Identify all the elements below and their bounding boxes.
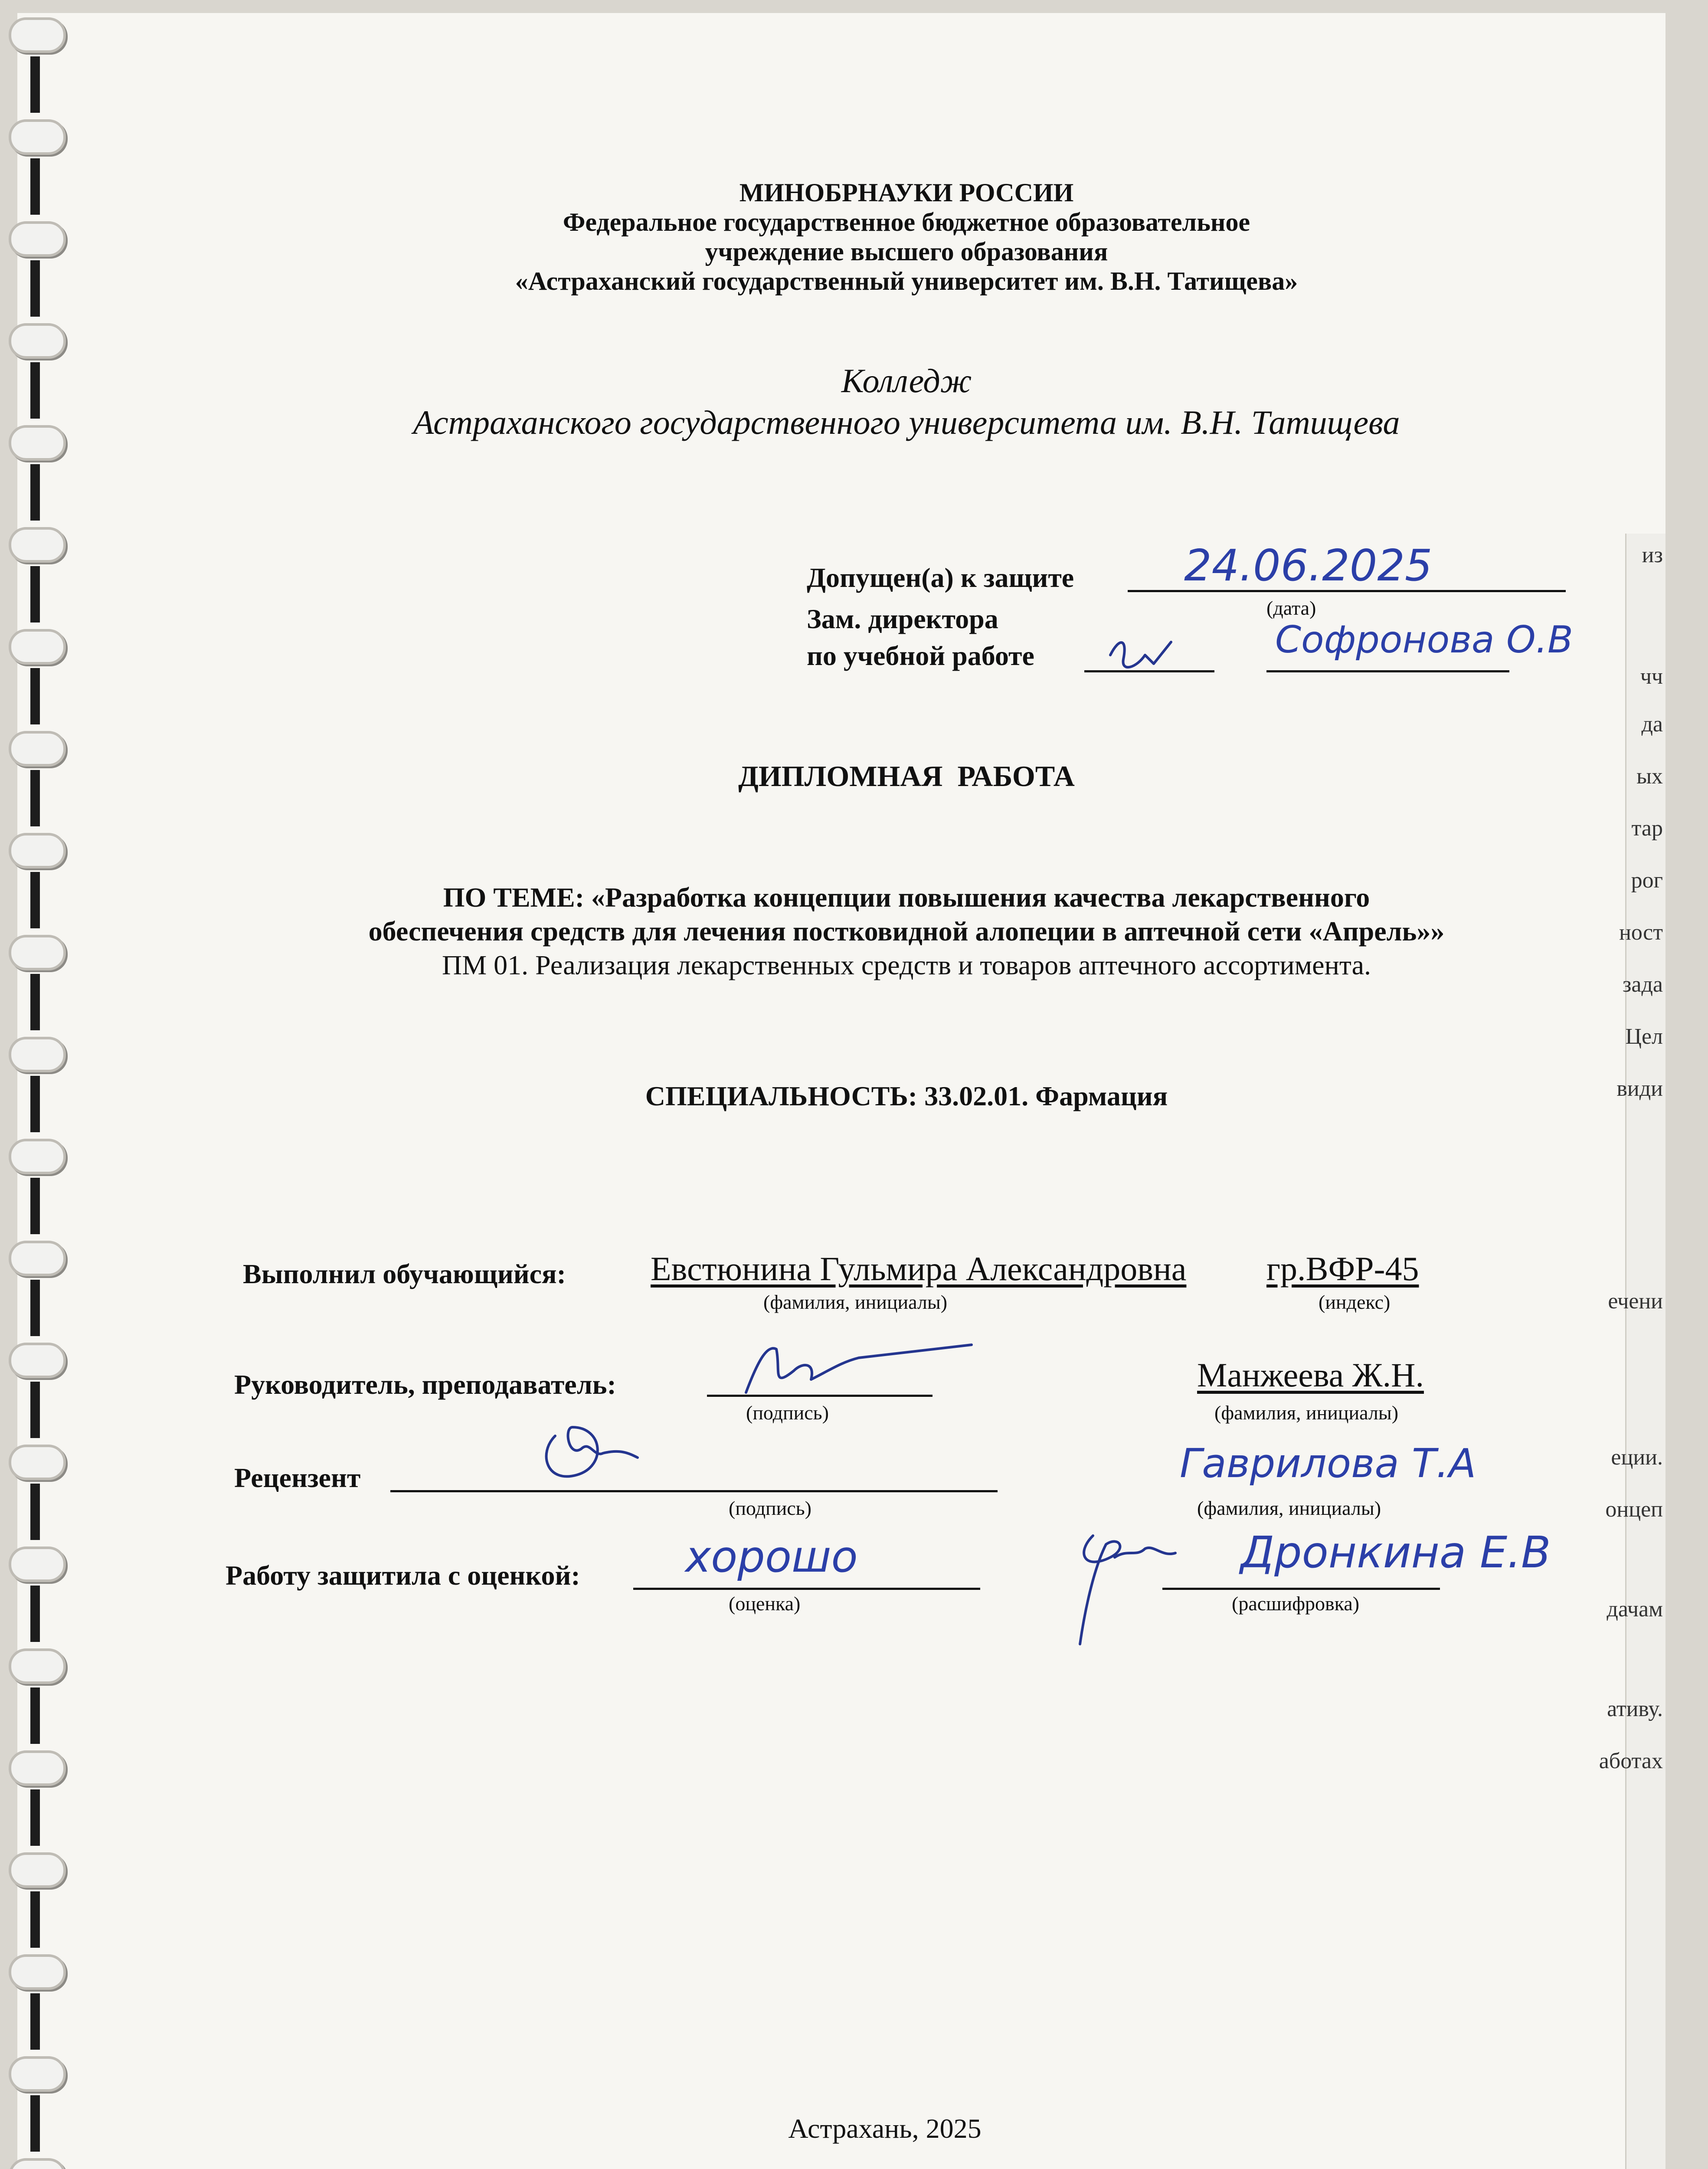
next-page-fragment: види: [1616, 1076, 1663, 1101]
binding-hole: [30, 464, 40, 521]
header-line-3: учреждение высшего образования: [705, 237, 1108, 266]
admitted-date-handwritten: 24.06.2025: [1184, 540, 1433, 591]
supervisor-signature: [729, 1332, 1006, 1401]
binding-ring: [9, 2056, 66, 2092]
next-page-fragment: зада: [1622, 972, 1663, 997]
binding-hole: [30, 566, 40, 623]
binding-hole: [30, 872, 40, 928]
next-page-fragment: дачам: [1607, 1597, 1663, 1622]
binding-ring: [9, 1139, 66, 1174]
grade-line: [633, 1588, 980, 1590]
reviewer-signature-line: [390, 1490, 998, 1492]
next-page-fragment: ативу.: [1607, 1697, 1663, 1721]
place-year: Астрахань, 2025: [788, 2113, 982, 2144]
binding-ring: [9, 629, 66, 665]
grade-label: Работу защитила с оценкой:: [226, 1560, 580, 1591]
student-name: Евстюнина Гульмира Александровна: [651, 1250, 1187, 1288]
binding-ring: [9, 221, 66, 257]
header-line-4: «Астраханский государственный университет им. В.Н. Татищева»: [515, 267, 1298, 295]
binding-hole: [30, 56, 40, 113]
supervisor-signature-caption: (подпись): [746, 1402, 829, 1424]
binding-hole: [30, 1993, 40, 2050]
binding-ring: [9, 1241, 66, 1276]
binding-ring: [9, 2158, 66, 2169]
header-line-1: МИНОБРНАУКИ РОССИИ: [739, 178, 1074, 207]
supervisor-name-caption: (фамилия, инициалы): [1214, 1402, 1399, 1424]
topic-line-2: обеспечения средств для лечения постковидной алопеции в аптечной сети «Апрель»»: [368, 916, 1445, 947]
reviewer-name-handwritten: Гаврилова Т.А: [1180, 1440, 1476, 1487]
binding-hole: [30, 1586, 40, 1642]
student-label: Выполнил обучающийся:: [243, 1258, 566, 1289]
binding-ring: [9, 119, 66, 155]
student-name-caption: (фамилия, инициалы): [763, 1291, 948, 1313]
binding-ring: [9, 1343, 66, 1378]
student-group-caption: (индекс): [1319, 1291, 1391, 1313]
binding-hole: [30, 158, 40, 215]
binding-ring: [9, 323, 66, 359]
next-page-fragment: Цел: [1625, 1024, 1663, 1049]
next-page-fragment: да: [1641, 712, 1663, 737]
binding-ring: [9, 1546, 66, 1582]
deputy-signature: [1102, 629, 1188, 681]
binding-ring: [9, 833, 66, 868]
next-page-fragment: онцеп: [1605, 1497, 1663, 1522]
binding-ring: [9, 1648, 66, 1684]
admitted-label: Допущен(а) к защите: [807, 562, 1074, 593]
date-caption: (дата): [1266, 597, 1316, 619]
supervisor-label: Руководитель, преподаватель:: [234, 1369, 616, 1400]
binding-ring: [9, 1954, 66, 1990]
topic-line-3: ПМ 01. Реализация лекарственных средств и товаров аптечного ассортимента.: [442, 950, 1371, 980]
binding-hole: [30, 1687, 40, 1744]
college-name: [278, 360, 1535, 443]
next-page-fragment: ых: [1636, 764, 1663, 789]
reviewer-signature: [529, 1410, 642, 1488]
binding-ring: [9, 425, 66, 461]
spiral-binding: [0, 0, 87, 2169]
binding-ring: [9, 1445, 66, 1480]
student-group: гр.ВФР-45: [1266, 1250, 1419, 1288]
binding-ring: [9, 935, 66, 970]
grade-caption: (оценка): [729, 1592, 801, 1615]
college-line-1: Колледж: [841, 362, 972, 400]
next-page-fragment: рог: [1631, 868, 1663, 893]
binding-hole: [30, 260, 40, 317]
binding-hole: [30, 1178, 40, 1234]
topic-block: [191, 881, 1622, 982]
reviewer-name-caption: (фамилия, инициалы): [1197, 1497, 1381, 1519]
binding-hole: [30, 1076, 40, 1132]
topic-line-1: ПО ТЕМЕ: «Разработка концепции повышения качества лекарственного: [443, 882, 1370, 913]
binding-ring: [9, 1750, 66, 1786]
college-line-2: Астраханского государственного университета им. В.Н. Татищева: [413, 403, 1400, 441]
reviewer-signature-caption: (подпись): [729, 1497, 811, 1519]
binding-hole: [30, 1484, 40, 1540]
header-line-2: Федеральное государственное бюджетное образовательное: [563, 208, 1250, 236]
supervisor-name: Манжеева Ж.Н.: [1197, 1356, 1424, 1394]
ministry-header: [364, 178, 1449, 296]
reviewer-label: Рецензент: [234, 1462, 361, 1493]
binding-hole: [30, 1789, 40, 1846]
next-page-edge: [1599, 534, 1665, 2169]
specialty: СПЕЦИАЛЬНОСТЬ: 33.02.01. Фармация: [645, 1081, 1168, 1111]
binding-hole: [30, 1382, 40, 1438]
binding-hole: [30, 1280, 40, 1336]
binding-ring: [9, 17, 66, 53]
binding-hole: [30, 2095, 40, 2152]
binding-ring: [9, 1852, 66, 1888]
next-page-fragment: ност: [1619, 920, 1663, 945]
deputy-label-line-2: по учебной работе: [807, 640, 1034, 671]
binding-hole: [30, 770, 40, 826]
binding-ring: [9, 1037, 66, 1072]
next-page-fragment: еции.: [1611, 1445, 1663, 1470]
binding-hole: [30, 1891, 40, 1948]
next-page-fragment: чч: [1640, 664, 1663, 689]
binding-hole: [30, 974, 40, 1030]
document-title: ДИПЛОМНАЯ РАБОТА: [738, 760, 1075, 793]
binding-ring: [9, 527, 66, 563]
decode-line: [1162, 1588, 1440, 1590]
deputy-label-line-1: Зам. директора: [807, 603, 998, 634]
decode-handwritten: Дронкина Е.В: [1240, 1527, 1551, 1578]
deputy-name-line: [1266, 670, 1509, 672]
grade-handwritten: хорошо: [685, 1531, 858, 1582]
binding-hole: [30, 668, 40, 724]
binding-ring: [9, 731, 66, 767]
binding-hole: [30, 362, 40, 419]
next-page-fragment: ечени: [1608, 1289, 1663, 1314]
decode-caption: (расшифровка): [1232, 1592, 1360, 1615]
commission-signature: [1067, 1518, 1197, 1648]
document-page: [17, 13, 1665, 2169]
next-page-fragment: аботах: [1599, 1749, 1663, 1773]
next-page-fragment: из: [1642, 543, 1663, 567]
deputy-name-handwritten: Софронова О.В: [1275, 618, 1573, 662]
next-page-fragment: тар: [1631, 816, 1663, 841]
